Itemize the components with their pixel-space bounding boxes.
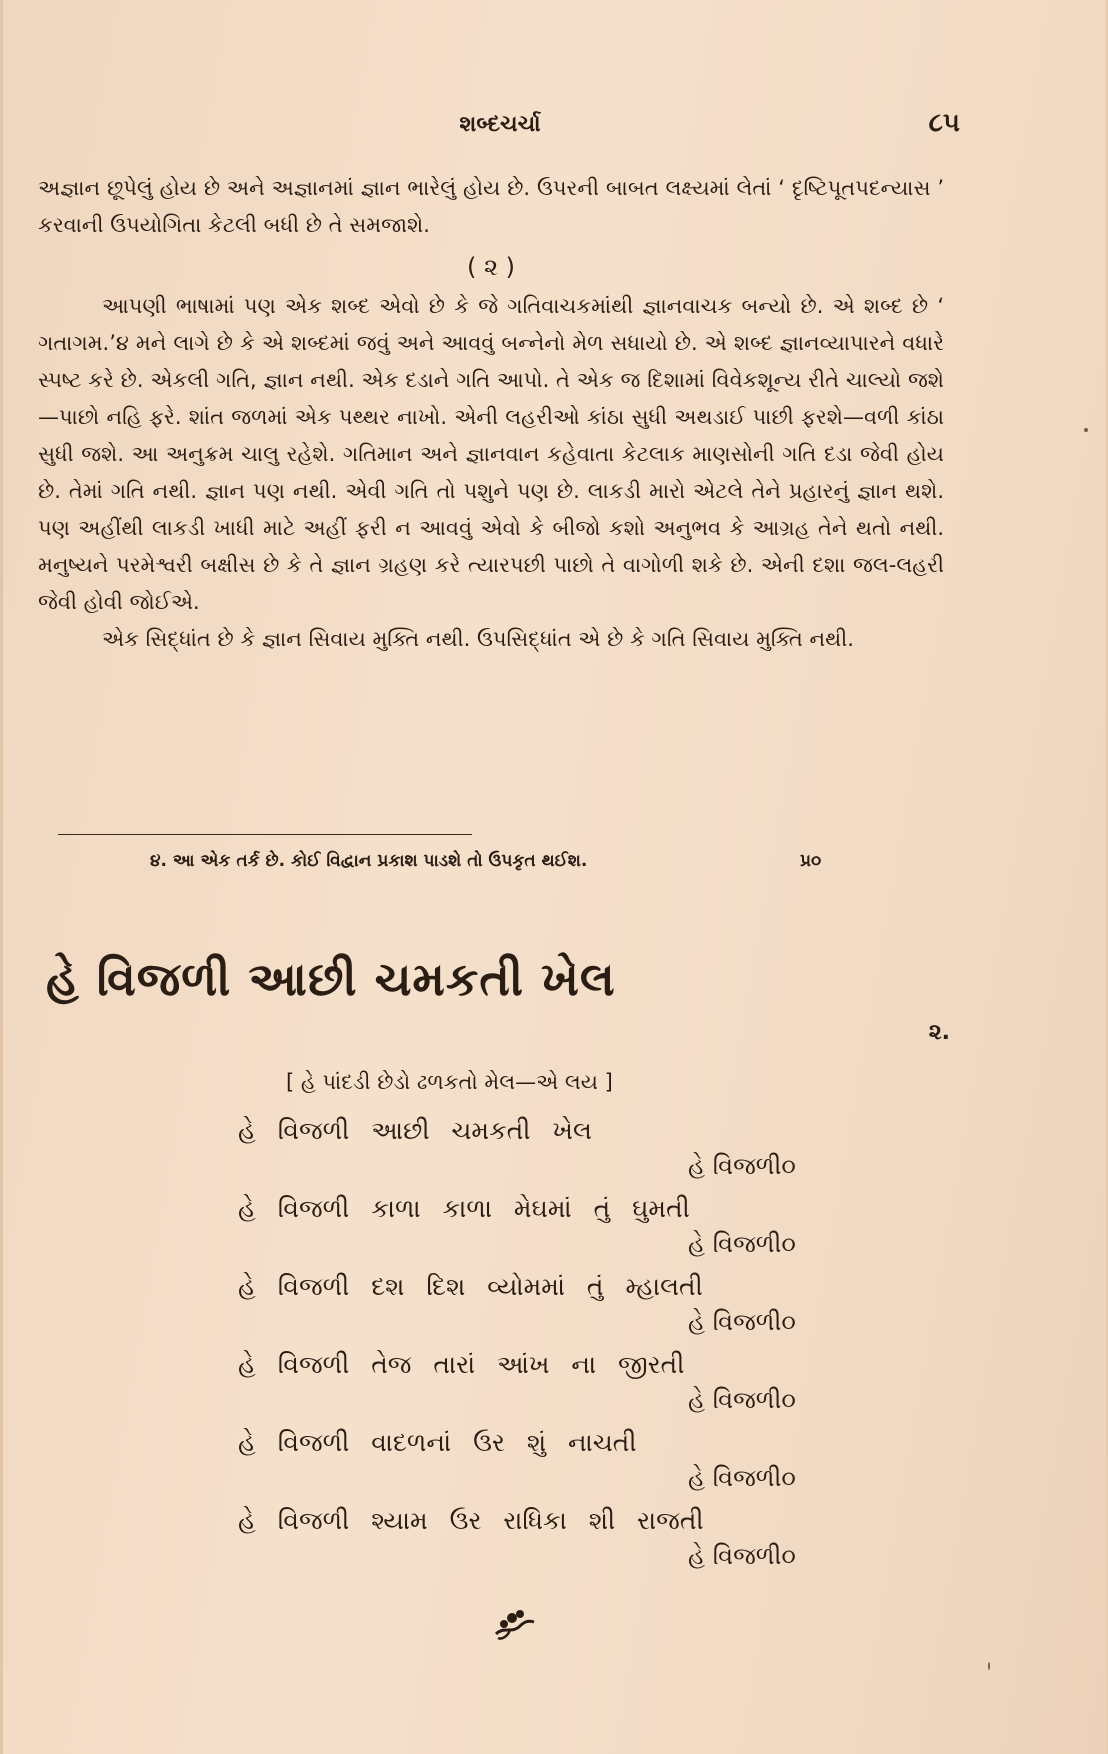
footnote: ૪. આ એક તર્ક છે. કોઈ વિદ્વાન પ્રકાશ પાડશે તો ઉપકૃત થઈશ. — [150, 851, 588, 871]
verse — [238, 1272, 858, 1350]
section-number: ( ૨ ) — [466, 253, 516, 281]
running-head: શબ્દચર્ચા — [459, 112, 541, 137]
verse-refrain: હે વિજળી૦ — [688, 1152, 796, 1180]
verse-refrain: હે વિજળી૦ — [688, 1542, 796, 1570]
footnote-signature: પ્ર૦ — [800, 851, 822, 871]
verse-line: હે વિજળી તેજ તારાં આંખ ના જીરતી — [238, 1350, 685, 1379]
verse-line: હે વિજળી કાળા કાળા મેઘમાં તું ઘુમતી — [238, 1194, 690, 1223]
verse — [238, 1194, 858, 1272]
floral-ornament-icon — [490, 1604, 538, 1644]
poem-number: ૨. — [928, 1020, 950, 1045]
paper-speck — [988, 1662, 990, 1670]
poem-verses — [238, 1116, 858, 1584]
closing-paragraph: એક સિદ્ધાંત છે કે જ્ઞાન સિવાય મુક્તિ નથી. ઉપસિદ્ધાંત એ છે કે ગતિ સિવાય મુક્તિ નથી. — [102, 627, 854, 651]
verse-refrain: હે વિજળી૦ — [688, 1230, 796, 1258]
paper-speck — [1084, 428, 1088, 432]
verse-line: હે વિજળી વાદળનાં ઉર શું નાચતી — [238, 1428, 637, 1457]
main-paragraph: આપણી ભાષામાં પણ એક શબ્દ એવો છે કે જે ગતિવાચકમાંથી જ્ઞાનવાચક બન્યો છે. એ શબ્દ છે ‘ ગતાગમ.’૪ મને લાગે છે કે એ શબ્દમાં જવું અને આવવું બન્નેનો મેળ સધાયો છે. એ શબ્દ જ્ઞાનવ્યાપારને વધારે સ્પષ્ટ કરે છે. એકલી ગતિ, જ્ઞાન નથી. એક દડાને ગતિ આપો. તે એક જ દિશામાં વિવેકશૂન્ય રીતે ચાલ્યો જશે—પાછો નહિ ફરે. શાંત જળમાં એક પથ્થર નાખો. એની લહરીઓ કાંઠા સુધી અથડાઈ પાછી ફરશે—વળી કાંઠા સુધી જશે. આ અનુક્રમ ચાલુ રહેશે. ગતિમાન અને જ્ઞાનવાન કહેવાતા કેટલાક માણસોની ગતિ દડા જેવી હોય છે. તેમાં ગતિ નથી. જ્ઞાન પણ નથી. એવી ગતિ તો પશુને પણ છે. લાકડી મારો એટલે તેને પ્રહારનું જ્ઞાન થશે. પણ અહીંથી લાકડી ખાધી માટે અહીં ફરી ન આવવું એવો કે બીજો કશો અનુભવ કે આગ્રહ તેને થતો નથી. મનુષ્યને પરમેશ્વરી બક્ષીસ છે કે તે જ્ઞાન ગ્રહણ કરે ત્યારપછી પાછો તે વાગોળી શકે છે. એની દશા જલ-લહરી જેવી હોવી જોઈએ. — [38, 294, 944, 614]
verse — [238, 1428, 858, 1506]
verse-line: હે વિજળી આછી ચમકતી ખેલ — [238, 1116, 592, 1145]
verse-refrain: હે વિજળી૦ — [688, 1386, 796, 1414]
verse-line: હે વિજળી દશ દિશ વ્યોમમાં તું મ્હાલતી — [238, 1272, 703, 1301]
verse — [238, 1350, 858, 1428]
verse-refrain: હે વિજળી૦ — [688, 1464, 796, 1492]
poem-tune-note: [ હે પાંદડી છેડો ઢળકતો મેલ—એ લય ] — [286, 1070, 613, 1094]
verse-refrain: હે વિજળી૦ — [688, 1308, 796, 1336]
article-body — [38, 170, 944, 658]
verse — [238, 1506, 858, 1584]
verse-line: હે વિજળી શ્યામ ઉર રાધિકા શી રાજતી — [238, 1506, 704, 1535]
poem-title: હે વિજળી આછી ચમકતી ખેલ — [46, 952, 616, 1006]
footnote-divider — [58, 834, 472, 835]
opening-paragraph: અજ્ઞાન છૂપેલું હોય છે અને અજ્ઞાનમાં જ્ઞાન ભારેલું હોય છે. ઉપરની બાબત લક્ષ્યમાં લેતાં ‘ દૃષ્ટિપૂતપદન્યાસ ’ કરવાની ઉપયોગિતા કેટલી બધી છે તે સમજાશે. — [38, 176, 944, 237]
page-number: ૮૫ — [928, 108, 960, 138]
verse — [238, 1116, 858, 1194]
